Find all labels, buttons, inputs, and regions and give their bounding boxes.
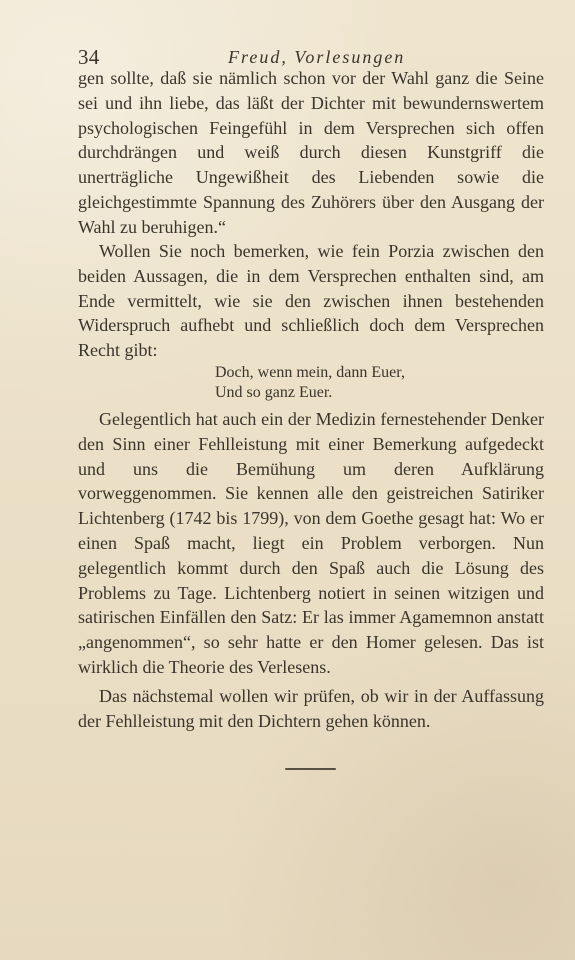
quote-line-2: Und so ganz Euer. — [215, 384, 333, 401]
paragraph-1: gen sollte, daß sie nämlich schon vor der Wahl ganz die Seine sei und ihn liebe, das läßt der Dichter mit bewundernswertem psychologischen Feingefühl in dem Versprechen sich offen durchdrängen und weiß durch diesen Kunstgriff die unerträgliche Ungewißheit des Liebenden sowie die gleichgestimmte Spannung des Zuhörers über den Ausgang der Wahl zu beruhigen.“ — [78, 68, 544, 237]
running-header: Freud, Vorlesungen — [228, 47, 406, 67]
page-number: 34 — [78, 45, 100, 69]
quote-block — [215, 363, 465, 403]
quote-line-1: Doch, wenn mein, dann Euer, — [215, 364, 405, 381]
paragraph-4: Das nächstemal wollen wir prüfen, ob wir in der Auffassung der Fehlleistung mit den Dichtern gehen können. — [78, 686, 544, 731]
paragraph-3: Gelegentlich hat auch ein der Medizin fernestehender Denker den Sinn einer Fehlleistung mit einer Bemerkung aufgedeckt und uns die Bemühung um deren Aufklärung vorweggenommen. Sie kennen alle den geistreichen Satiriker Lichtenberg (1742 bis 1799), von dem Goethe gesagt hat: Wo er einen Spaß macht, liegt ein Problem verborgen. Nun gelegentlich kommt durch den Spaß auch die Lösung des Problems zu Tage. Lichtenberg notiert in seinen witzigen und satirischen Einfällen den Satz: Er las immer Agamemnon anstatt „angenommen“, so sehr hatte er den Homer gelesen. Das ist wirklich die Theorie des Verlesens. — [78, 409, 544, 677]
paragraph-2: Wollen Sie noch bemerken, wie fein Porzia zwischen den beiden Aussagen, die in dem Versprechen enthalten sind, am Ende vermittelt, wie sie den zwischen ihnen bestehenden Widerspruch aufhebt und schließlich doch dem Versprechen Recht gibt: — [78, 241, 544, 361]
section-rule — [285, 768, 336, 770]
